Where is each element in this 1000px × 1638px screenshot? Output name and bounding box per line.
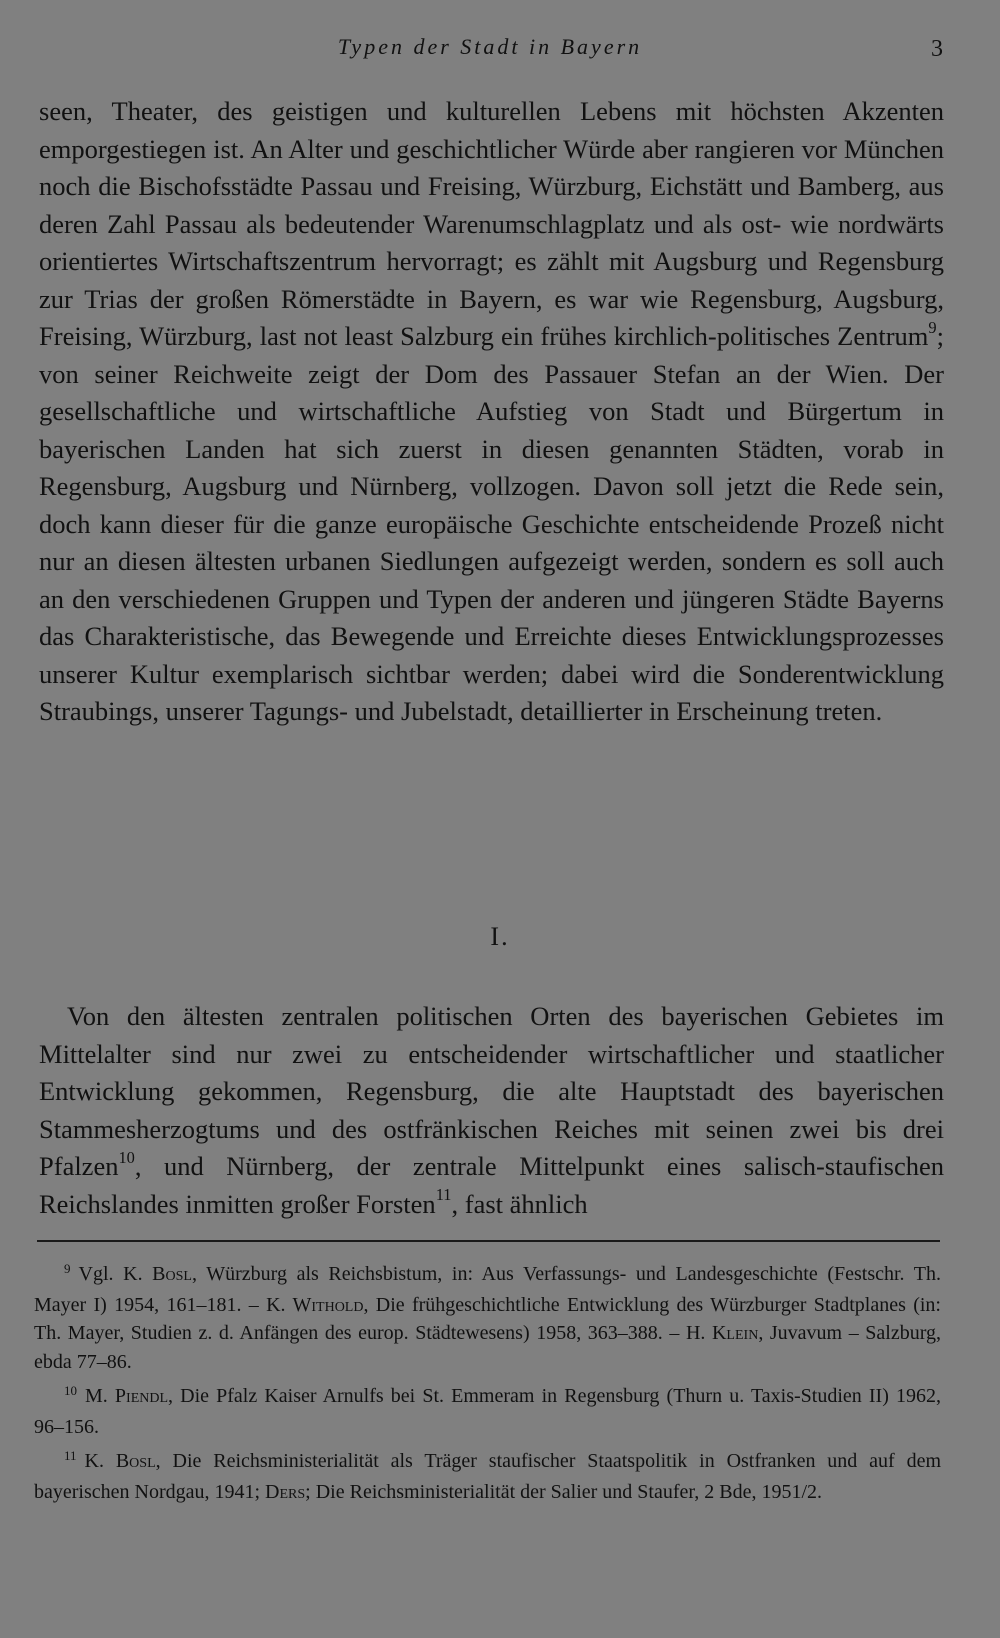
- paragraph-text: , fast ähnlich: [451, 1188, 588, 1219]
- footnote-text: ; Die Reichsministerialität der Salier und Staufer, 2 Bde, 1951/2.: [305, 1480, 823, 1503]
- footnote-text: , Die Pfalz Kaiser Arnulfs bei St. Emmeram in Regensburg (Thurn u. Taxis-Studien II) 1962, 96–156.: [34, 1385, 941, 1438]
- paragraph-text: ; von seiner Reichweite zeigt der Dom des Passauer Stefan an der Wien. Der gesellschaftliche und wirtschaftliche Aufstieg von Stadt und Bürgertum in bayerischen Landen hat sich zuerst in diesen genannten Städten, vorab in Regensburg, Augsburg und Nürnberg, vollzogen. Davon soll jetzt die Rede sein, doch kann dieser für die ganze europäische Geschichte entscheidende Prozeß nicht nur an diesen ältesten urbanen Siedlungen aufgezeigt werden, sondern es soll auch an den verschiedenen Gruppen und Typen der anderen und jüngeren Städte Bayerns das Charakteristische, das Bewegende und Erreichte dieses Entwicklungsprozesses unserer Kultur exemplarisch sichtbar werden; dabei wird die Sonderentwicklung Straubings, unserer Tagungs- und Jubelstadt, detaillierter in Erscheinung treten.: [39, 321, 944, 726]
- body-paragraph-2: [39, 998, 944, 1223]
- section-heading: I.: [490, 922, 510, 951]
- body-paragraph-1: [39, 93, 944, 731]
- running-head: [40, 34, 943, 68]
- author-name: K. Withold: [266, 1293, 364, 1316]
- paragraph-text: seen, Theater, des geistigen und kulturellen Lebens mit höchsten Akzenten emporgestiegen ist. An Alter und geschichtlicher Würde aber rangieren vor München noch die Bischofsstädte Passau und Freising, Würzburg, Eichstätt und Bamberg, aus deren Zahl Passau als bedeutender Warenumschlagplatz und als ost- wie nordwärts orientiertes Wirtschaftszentrum hervorragt; es zählt mit Augsburg und Regensburg zur Trias der großen Römerstädte in Bayern, es war wie Regensburg, Augsburg, Freising, Würzburg, last not least Salzburg ein frühes kirchlich-politisches Zentrum: [39, 96, 944, 351]
- footnote-number: 9: [64, 1261, 71, 1276]
- author-name: M. Piendl: [85, 1385, 169, 1407]
- footnote-reference-9[interactable]: 9: [928, 317, 937, 337]
- footnote-text: Vgl.: [78, 1263, 124, 1285]
- author-name: K. Bosl: [84, 1450, 156, 1472]
- footnote-10: [34, 1382, 941, 1441]
- paragraph-text: Von den ältesten zentralen politischen Orten des bayerischen Gebietes im Mittelalter sind nur zwei zu entscheidender wirtschaftlicher und staatlicher Entwicklung gekommen, Regensburg, die alte Hauptstadt des bayerischen Stammesherzogtums und des ostfränkischen Reiches mit seinen zwei bis drei Pfalzen: [39, 1001, 944, 1181]
- footnote-number: 11: [64, 1448, 77, 1463]
- author-name: H. Klein: [685, 1322, 759, 1344]
- running-title: Typen der Stadt in Bayern: [337, 34, 643, 59]
- author-name: K. Bosl: [123, 1263, 192, 1285]
- footnote-text: , Die Reichsministerialität als Träger staufischer Staatspolitik in Ostfranken und auf dem bayerischen Nordgau, 1941;: [34, 1450, 942, 1503]
- author-name: Ders: [265, 1480, 306, 1503]
- footnote-separator: [37, 1240, 940, 1242]
- page-number: 3: [931, 36, 943, 62]
- footnote-reference-10[interactable]: 10: [118, 1147, 135, 1167]
- footnote-number: 10: [64, 1383, 77, 1398]
- footnotes: [34, 1260, 941, 1512]
- footnote-text: , Juvavum – Salzburg, ebda 77–86.: [34, 1322, 942, 1373]
- footnote-11: [34, 1447, 941, 1506]
- paragraph-text: , und Nürnberg, der zentrale Mittelpunkt eines salisch-staufischen Reichslandes inmitten großer Forsten: [39, 1151, 944, 1219]
- footnote-text: , Würzburg als Reichsbistum, in: Aus Verfassungs- und Landesgeschichte (Festschr. Th. Mayer I) 1954, 161–181. –: [34, 1263, 942, 1316]
- footnote-text: , Die frühgeschichtliche Entwicklung des Würzburger Stadtplanes (in: Th. Mayer, Studien z. d. Anfängen des europ. Städtewesens) 1958, 363–388. –: [34, 1293, 941, 1344]
- footnote-9: [34, 1260, 941, 1376]
- footnote-reference-11[interactable]: 11: [435, 1185, 452, 1205]
